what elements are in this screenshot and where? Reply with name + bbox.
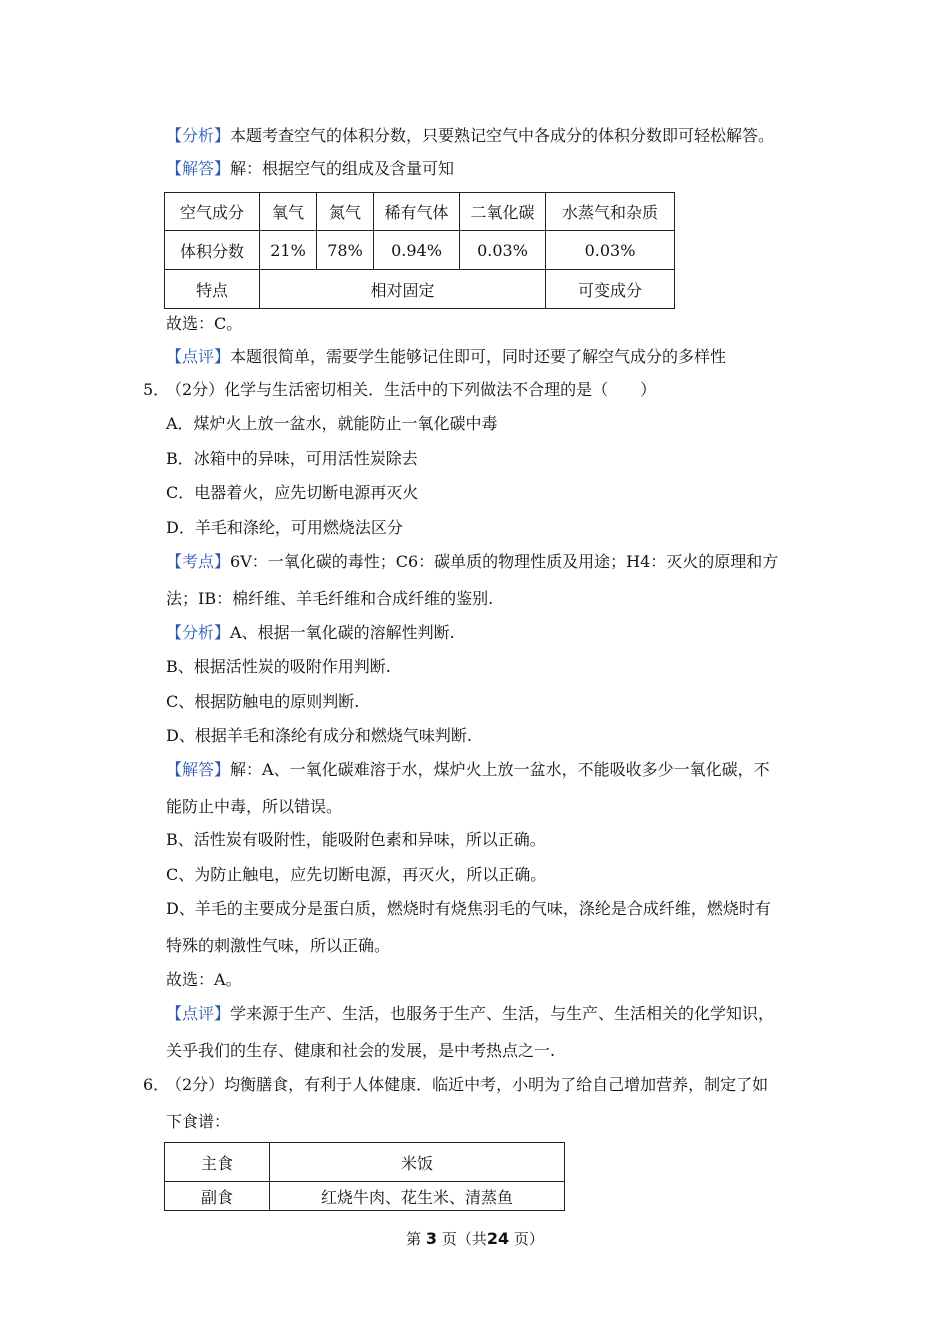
table-cell: 主食 — [165, 1143, 270, 1182]
table-cell: 空气成分 — [165, 193, 260, 231]
analysis-tag: 【分析】 — [166, 126, 231, 145]
q5-analysis-1 — [166, 623, 455, 643]
q5-answer-6: 特殊的刺激性气味，所以正确。 — [166, 936, 391, 955]
air-composition-table — [164, 192, 675, 309]
q6-stem-2: 下食谱： — [166, 1112, 231, 1131]
answer-text: 解：根据空气的组成及含量可知 — [230, 159, 455, 178]
q5-option-a: A．煤炉火上放一盆水，就能防止一氧化碳中毒 — [166, 414, 498, 433]
q5-answer-5: D、羊毛的主要成分是蛋白质，燃烧时有烧焦羽毛的气味，涤纶是合成纤维，燃烧时有 — [166, 899, 771, 918]
q5-point-2: 法；IB：棉纤维、羊毛纤维和合成纤维的鉴别. — [166, 589, 494, 608]
table-cell: 米饭 — [270, 1143, 565, 1182]
table-cell: 氮气 — [317, 193, 374, 231]
question-stem: （2分）均衡膳食，有利于人体健康．临近中考，小明为了给自己增加营养，制定了如 — [166, 1075, 769, 1094]
q4-answer — [166, 159, 454, 179]
q5-point-1 — [166, 552, 778, 572]
footer-suffix: 页） — [513, 1230, 544, 1248]
footer-mid: 页（共 — [441, 1230, 487, 1248]
table-cell: 副食 — [165, 1182, 270, 1211]
table-cell: 体积分数 — [165, 231, 260, 270]
analysis-text: A、根据一氧化碳的溶解性判断. — [230, 623, 455, 642]
comment-text: 学来源于生产、生活，也服务于生产、生活，与生产、生活相关的化学知识， — [230, 1004, 775, 1023]
table-cell: 78% — [317, 231, 374, 270]
question-number: 5． — [143, 380, 170, 399]
table-cell: 0.03% — [460, 231, 546, 270]
table-cell: 水蒸气和杂质 — [546, 193, 675, 231]
question-number: 6． — [143, 1075, 170, 1094]
menu-table — [164, 1142, 565, 1211]
q5-option-c: C．电器着火，应先切断电源再灭火 — [166, 483, 419, 502]
table-cell: 稀有气体 — [374, 193, 460, 231]
point-text: 6V：一氧化碳的毒性；C6：碳单质的物理性质及用途；H4：灭火的原理和方 — [230, 552, 779, 571]
q5-answer-3: B、活性炭有吸附性，能吸附色素和异味，所以正确。 — [166, 830, 546, 849]
table-cell: 可变成分 — [546, 270, 675, 309]
answer-tag: 【解答】 — [166, 760, 231, 779]
comment-text: 本题很简单，需要学生能够记住即可，同时还要了解空气成分的多样性 — [230, 347, 727, 366]
table-cell: 0.94% — [374, 231, 460, 270]
table-cell: 氧气 — [260, 193, 317, 231]
page-number: 3 — [425, 1229, 438, 1248]
table-cell: 相对固定 — [260, 270, 546, 309]
total-pages: 24 — [486, 1229, 510, 1248]
point-tag: 【考点】 — [166, 552, 231, 571]
analysis-text: 本题考查空气的体积分数，只要熟记空气中各成分的体积分数即可轻松解答。 — [230, 126, 775, 145]
q5-analysis-4: D、根据羊毛和涤纶有成分和燃烧气味判断. — [166, 726, 472, 745]
q5-choice: 故选：A。 — [166, 970, 242, 989]
comment-tag: 【点评】 — [166, 1004, 231, 1023]
table-cell: 特点 — [165, 270, 260, 309]
q5-analysis-3: C、根据防触电的原则判断. — [166, 692, 360, 711]
answer-text: 解：A、一氧化碳难溶于水，煤炉火上放一盆水，不能吸收多少一氧化碳，不 — [230, 760, 770, 779]
table-cell: 二氧化碳 — [460, 193, 546, 231]
table-cell: 0.03% — [546, 231, 675, 270]
answer-tag: 【解答】 — [166, 159, 231, 178]
q5-comment-1 — [166, 1004, 774, 1024]
page-footer — [0, 1228, 950, 1249]
q5-option-d: D．羊毛和涤纶，可用燃烧法区分 — [166, 518, 403, 537]
q5-answer-4: C、为防止触电，应先切断电源，再灭火，所以正确。 — [166, 865, 547, 884]
q5-comment-2: 关乎我们的生存、健康和社会的发展，是中考热点之一. — [166, 1041, 556, 1060]
q4-comment — [166, 347, 726, 367]
analysis-tag: 【分析】 — [166, 623, 231, 642]
q5-option-b: B．冰箱中的异味，可用活性炭除去 — [166, 449, 418, 468]
q5-answer-2: 能防止中毒，所以错误。 — [166, 797, 343, 816]
q5-answer-1 — [166, 760, 770, 780]
q5-analysis-2: B、根据活性炭的吸附作用判断. — [166, 657, 391, 676]
comment-tag: 【点评】 — [166, 347, 231, 366]
question-stem: （2分）化学与生活密切相关．生活中的下列做法不合理的是（ ） — [166, 380, 657, 399]
q4-choice: 故选：C。 — [166, 314, 243, 333]
footer-prefix: 第 — [406, 1230, 422, 1248]
q4-analysis — [166, 126, 774, 146]
table-cell: 红烧牛肉、花生米、清蒸鱼 — [270, 1182, 565, 1211]
table-cell: 21% — [260, 231, 317, 270]
